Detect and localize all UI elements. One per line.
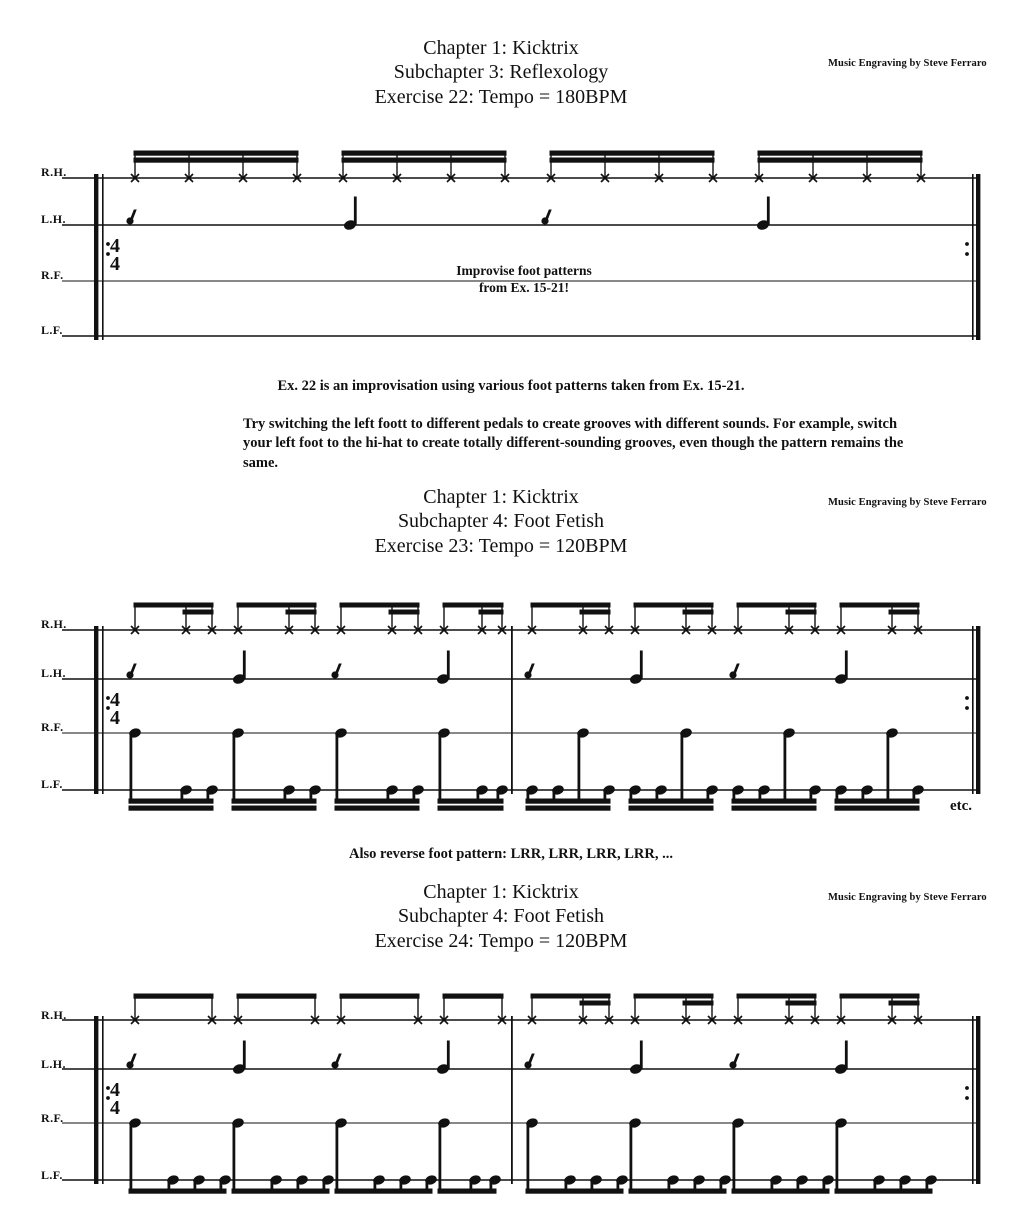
subchapter-title: Subchapter 4: Foot Fetish <box>397 905 605 928</box>
staff-label-lh: L.H. <box>41 1057 66 1071</box>
note-paragraph-1: Ex. 22 is an improvisation using various foot patterns taken from Ex. 15-21. <box>277 378 745 394</box>
foot-beat-group <box>232 1118 335 1194</box>
rh-beat-group <box>737 603 816 630</box>
staff-label-lh: L.H. <box>41 212 66 226</box>
foot-beat-group <box>335 728 425 811</box>
time-signature <box>110 235 120 275</box>
staff-lines <box>62 630 980 790</box>
quarter-note <box>834 1041 847 1075</box>
rh-beat-group <box>340 603 419 630</box>
rh-beat-group <box>134 603 213 630</box>
quarter-note <box>232 1041 245 1075</box>
repeat-end-barline <box>965 1016 980 1184</box>
time-signature <box>110 689 120 729</box>
eighth-rest <box>332 1054 341 1068</box>
foot-beat-group <box>732 728 822 811</box>
staff-system-exercise-23 <box>62 592 1022 817</box>
repeat-end-barline <box>965 626 980 794</box>
foot-beat-group <box>129 728 219 811</box>
quarter-note <box>756 197 769 231</box>
staff-label-lf: L.F. <box>41 777 63 791</box>
staff-label-rf: R.F. <box>41 1111 64 1125</box>
eighth-rest <box>542 210 551 224</box>
middle-barline <box>511 1016 513 1184</box>
time-signature-numerator: 4 <box>110 689 120 711</box>
note-paragraph-2: Try switching the left foott to different pedals to create grooves with different sounds. For example, switch your left foot to the hi-hat to create totally different-sounding grooves, even though the pattern remains the same. <box>243 416 904 471</box>
chapter-title: Chapter 1: Kicktrix <box>423 881 579 903</box>
eighth-rest <box>525 664 534 678</box>
middle-barline <box>511 626 513 794</box>
eighth-rest <box>127 1054 136 1068</box>
eighth-rest <box>332 664 341 678</box>
chapter-title: Chapter 1: Kicktrix <box>423 37 579 59</box>
eighth-rest <box>730 664 739 678</box>
quarter-note <box>436 651 449 685</box>
etc-marking: etc. <box>950 798 973 814</box>
exercise-title: Exercise 24: Tempo = 120BPM <box>374 929 628 952</box>
foot-beat-group <box>438 1118 502 1194</box>
time-signature-denominator: 4 <box>110 1097 120 1119</box>
subchapter-title: Subchapter 4: Foot Fetish <box>397 510 605 533</box>
staff-label-rf: R.F. <box>41 268 64 282</box>
eighth-rest <box>730 1054 739 1068</box>
time-signature-numerator: 4 <box>110 1079 120 1101</box>
rh-beat-group <box>634 994 713 1020</box>
repeat-start-barline <box>94 174 110 340</box>
engraving-credit: Music Engraving by Steve Ferraro <box>828 497 987 508</box>
repeat-start-barline <box>94 626 110 794</box>
staff-lines <box>62 1020 980 1180</box>
rh-beat-group <box>134 994 213 1020</box>
foot-beat-group <box>732 1118 835 1194</box>
rh-beat-group <box>840 994 919 1020</box>
foot-beat-group <box>629 1118 732 1194</box>
foot-beat-group <box>129 1118 232 1194</box>
rh-beat-group <box>634 603 713 630</box>
staff-label-rf: R.F. <box>41 720 64 734</box>
quarter-note <box>834 651 847 685</box>
time-signature-numerator: 4 <box>110 235 120 257</box>
time-signature-denominator: 4 <box>110 253 120 275</box>
quarter-note <box>343 197 356 231</box>
rh-beat-group <box>840 603 919 630</box>
repeat-start-barline <box>94 1016 110 1184</box>
foot-beat-group <box>232 728 322 811</box>
staff-label-lf: L.F. <box>41 1168 63 1182</box>
foot-voice <box>129 728 925 811</box>
rh-beat-group <box>134 151 298 178</box>
title-block-exercise-24 <box>311 880 691 953</box>
eighth-rest <box>127 210 136 224</box>
quarter-note <box>232 651 245 685</box>
foot-beat-group <box>526 728 616 811</box>
engraving-credit: Music Engraving by Steve Ferraro <box>828 58 987 69</box>
foot-beat-group <box>835 1118 938 1194</box>
rh-beat-group <box>443 994 503 1020</box>
rh-beat-group <box>737 994 816 1020</box>
quarter-note <box>629 1041 642 1075</box>
foot-beat-group <box>835 728 925 811</box>
quarter-note <box>629 651 642 685</box>
foot-beat-group <box>335 1118 438 1194</box>
staff-system-exercise-22 <box>62 140 992 350</box>
subchapter-title: Subchapter 3: Reflexology <box>393 61 609 84</box>
eighth-rest <box>525 1054 534 1068</box>
rh-beat-group <box>550 151 714 178</box>
staff-lines <box>62 178 980 336</box>
foot-voice <box>129 1118 938 1194</box>
staff-label-rh: R.H. <box>41 1008 67 1022</box>
time-signature <box>110 1079 120 1119</box>
exercise-title: Exercise 22: Tempo = 180BPM <box>374 85 628 108</box>
eighth-rest <box>127 664 136 678</box>
title-block-exercise-23 <box>311 485 691 558</box>
rh-beat-group <box>237 603 316 630</box>
staff-label-lh: L.H. <box>41 666 66 680</box>
rh-beat-group <box>342 151 506 178</box>
staff-label-rh: R.H. <box>41 617 67 631</box>
rh-beat-group <box>758 151 922 178</box>
note-paragraph-3: Also reverse foot pattern: LRR, LRR, LRR, LRR, ... <box>349 846 673 862</box>
foot-beat-group <box>629 728 719 811</box>
title-block-exercise-22 <box>311 36 691 109</box>
chapter-title: Chapter 1: Kicktrix <box>423 486 579 508</box>
rh-beat-group <box>237 994 316 1020</box>
quarter-note <box>436 1041 449 1075</box>
staff-annotation-line-1: Improvise foot patterns <box>456 263 592 278</box>
foot-beat-group <box>526 1118 629 1194</box>
rh-beat-group <box>531 603 610 630</box>
repeat-end-barline <box>965 174 980 340</box>
exercise-title: Exercise 23: Tempo = 120BPM <box>374 534 628 557</box>
staff-annotation-line-2: from Ex. 15-21! <box>478 280 570 295</box>
engraving-credit: Music Engraving by Steve Ferraro <box>828 892 987 903</box>
time-signature-denominator: 4 <box>110 707 120 729</box>
rh-beat-group <box>340 994 419 1020</box>
staff-label-lf: L.F. <box>41 323 63 337</box>
staff-label-rh: R.H. <box>41 165 67 179</box>
rh-beat-group <box>531 994 610 1020</box>
foot-beat-group <box>438 728 509 811</box>
rh-beat-group <box>443 603 503 630</box>
staff-system-exercise-24 <box>62 985 1022 1205</box>
